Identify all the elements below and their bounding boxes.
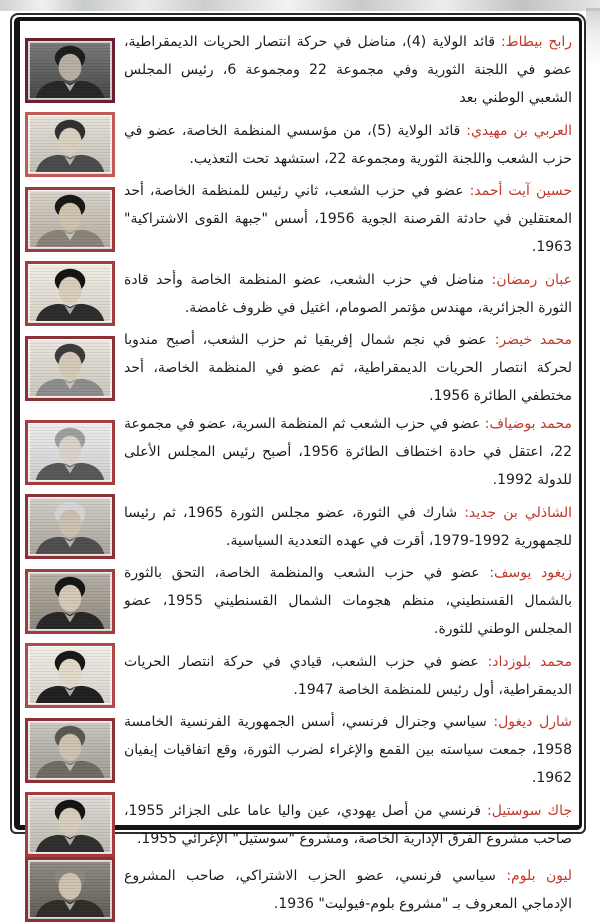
person-bio: شارك في الثورة، عضو مجلس الثورة 1965، ثم رئيسا للجمهورية 1992-1979، أقرت في عهده التعددية السياسية.	[124, 504, 572, 549]
portrait-photo	[25, 336, 115, 401]
entry-text	[124, 559, 572, 643]
person-portrait-icon	[30, 266, 110, 321]
person-bio: سياسي فرنسي، عضو الحزب الاشتراكي، صاحب المشروع الإدماجي المعروف بـ "مشروع بلوم-فيوليت" 1936.	[124, 867, 572, 912]
entry-text	[124, 648, 572, 704]
entry-text	[124, 117, 572, 173]
person-bio: قائد الولاية (4)، مناضل في حركة انتصار الحريات الديمقراطية، عضو في اللجنة الثورية وفي مجموعة 22 ومجموعة 6، رئيس المجلس الشعبي الوطني بعد	[124, 34, 573, 106]
person-bio: فرنسي من أصل يهودي، عين واليا عاما على الجزائر 1955، صاحب مشروع الفرق الإدارية الخاصة، ومشروع "سوستيل" الإغرائي 1955.	[124, 802, 572, 847]
person-bio: عضو في حزب الشعب والمنظمة الخاصة، التحق بالثورة بالشمال القسنطيني، منظم هجومات الشمال القسنطيني 1955، عضو المجلس الوطني للثورة.	[124, 565, 572, 637]
person-portrait-icon	[30, 723, 110, 778]
person-portrait-icon	[30, 797, 110, 852]
entry-row	[25, 261, 572, 326]
portrait-photo	[25, 261, 115, 326]
page-border-inner	[14, 17, 582, 912]
person-name: ليون بلوم:	[506, 867, 572, 884]
person-name: حسين آيت أحمد:	[469, 183, 573, 199]
person-name: محمد بلوزداد:	[487, 653, 573, 670]
entry-row	[25, 792, 572, 857]
entry-text	[124, 28, 572, 112]
portrait-photo	[25, 187, 115, 252]
portrait-photo	[25, 112, 115, 177]
person-portrait-icon	[30, 862, 110, 917]
page-border-frame	[10, 13, 586, 912]
person-portrait-icon	[30, 499, 110, 554]
person-portrait-icon	[30, 117, 110, 172]
person-portrait-icon	[30, 192, 110, 247]
portrait-photo	[25, 420, 115, 485]
entries-list	[25, 28, 572, 922]
person-name: شارل ديغول:	[493, 714, 573, 730]
entry-text	[124, 326, 572, 410]
person-name: زيغود يوسف:	[489, 565, 572, 581]
person-bio: عضو في حزب الشعب، ثاني رئيس للمنظمة الخاصة، أحد المعتقلين في حادثة القرصنة الجوية 1956، أسس "جبهة القوى الاشتراكية" 1963.	[124, 183, 572, 255]
entry-row	[25, 177, 572, 261]
entry-text	[124, 708, 572, 792]
portrait-photo	[25, 569, 115, 634]
entry-text	[124, 410, 572, 494]
person-name: العربي بن مهيدي:	[466, 122, 573, 139]
person-bio: مناضل في حزب الشعب، عضو المنظمة الخاصة وأحد قادة الثورة الجزائرية، مهندس مؤتمر الصومام، اغتيل في ظروف غامضة.	[124, 271, 572, 316]
person-name: محمد خيضر:	[494, 332, 573, 348]
person-bio: عضو في حزب الشعب ثم المنظمة السرية، عضو في مجموعة 22، اعتقل في حادة اختطاف الطائرة 1956، أصبح رئيس المجلس الأعلى للدولة 1992.	[124, 416, 572, 488]
person-bio: قائد الولاية (5)، من مؤسسي المنظمة الخاصة، عضو في حزب الشعب واللجنة الثورية ومجموعة 22، استشهد تحت التعذيب.	[124, 122, 572, 167]
portrait-photo	[25, 857, 115, 922]
entry-row	[25, 410, 572, 494]
entry-row	[25, 857, 572, 922]
person-bio: سياسي وجنرال فرنسي، أسس الجمهورية الفرنسية الخامسة 1958، جمعت سياسته بين القمع والإغراء لضرب الثورة، وقع اتفاقيات إيفيان 1962.	[124, 714, 572, 786]
portrait-photo	[25, 38, 115, 103]
person-portrait-icon	[30, 43, 110, 98]
entry-text	[124, 862, 572, 918]
entry-text	[124, 499, 572, 555]
entry-row	[25, 708, 572, 792]
portrait-photo	[25, 494, 115, 559]
entry-row	[25, 559, 572, 643]
person-name: الشاذلي بن جديد:	[464, 504, 572, 521]
person-portrait-icon	[30, 425, 110, 480]
entry-row	[25, 28, 572, 112]
person-name: رابح بيطاط:	[500, 34, 572, 50]
person-bio: عضو في نجم شمال إفريقيا ثم حزب الشعب، أصبح مندوبا لحركة انتصار الحريات الديمقراطية، ثم عضو في المنظمة الخاصة، أحد مختطفي الطائرة 1956.	[124, 332, 572, 404]
entry-text	[124, 797, 572, 853]
person-portrait-icon	[30, 648, 110, 703]
person-portrait-icon	[30, 341, 110, 396]
entry-row	[25, 112, 572, 177]
entry-row	[25, 494, 572, 559]
entry-text	[124, 266, 572, 322]
person-name: عبان رمضان:	[491, 271, 573, 288]
portrait-photo	[25, 718, 115, 783]
scan-artifact-right	[586, 8, 600, 68]
entry-row	[25, 326, 572, 410]
person-name: محمد بوضياف:	[484, 416, 573, 432]
entry-text	[124, 177, 572, 261]
entry-row	[25, 643, 572, 708]
person-name: جاك سوستيل:	[487, 802, 572, 819]
scan-artifact-top	[0, 0, 600, 11]
portrait-photo	[25, 643, 115, 708]
portrait-photo	[25, 792, 115, 857]
person-bio: عضو في حزب الشعب، قيادي في حركة انتصار الحريات الديمقراطية، أول رئيس للمنظمة الخاصة 1947.	[124, 653, 572, 698]
person-portrait-icon	[30, 574, 110, 629]
